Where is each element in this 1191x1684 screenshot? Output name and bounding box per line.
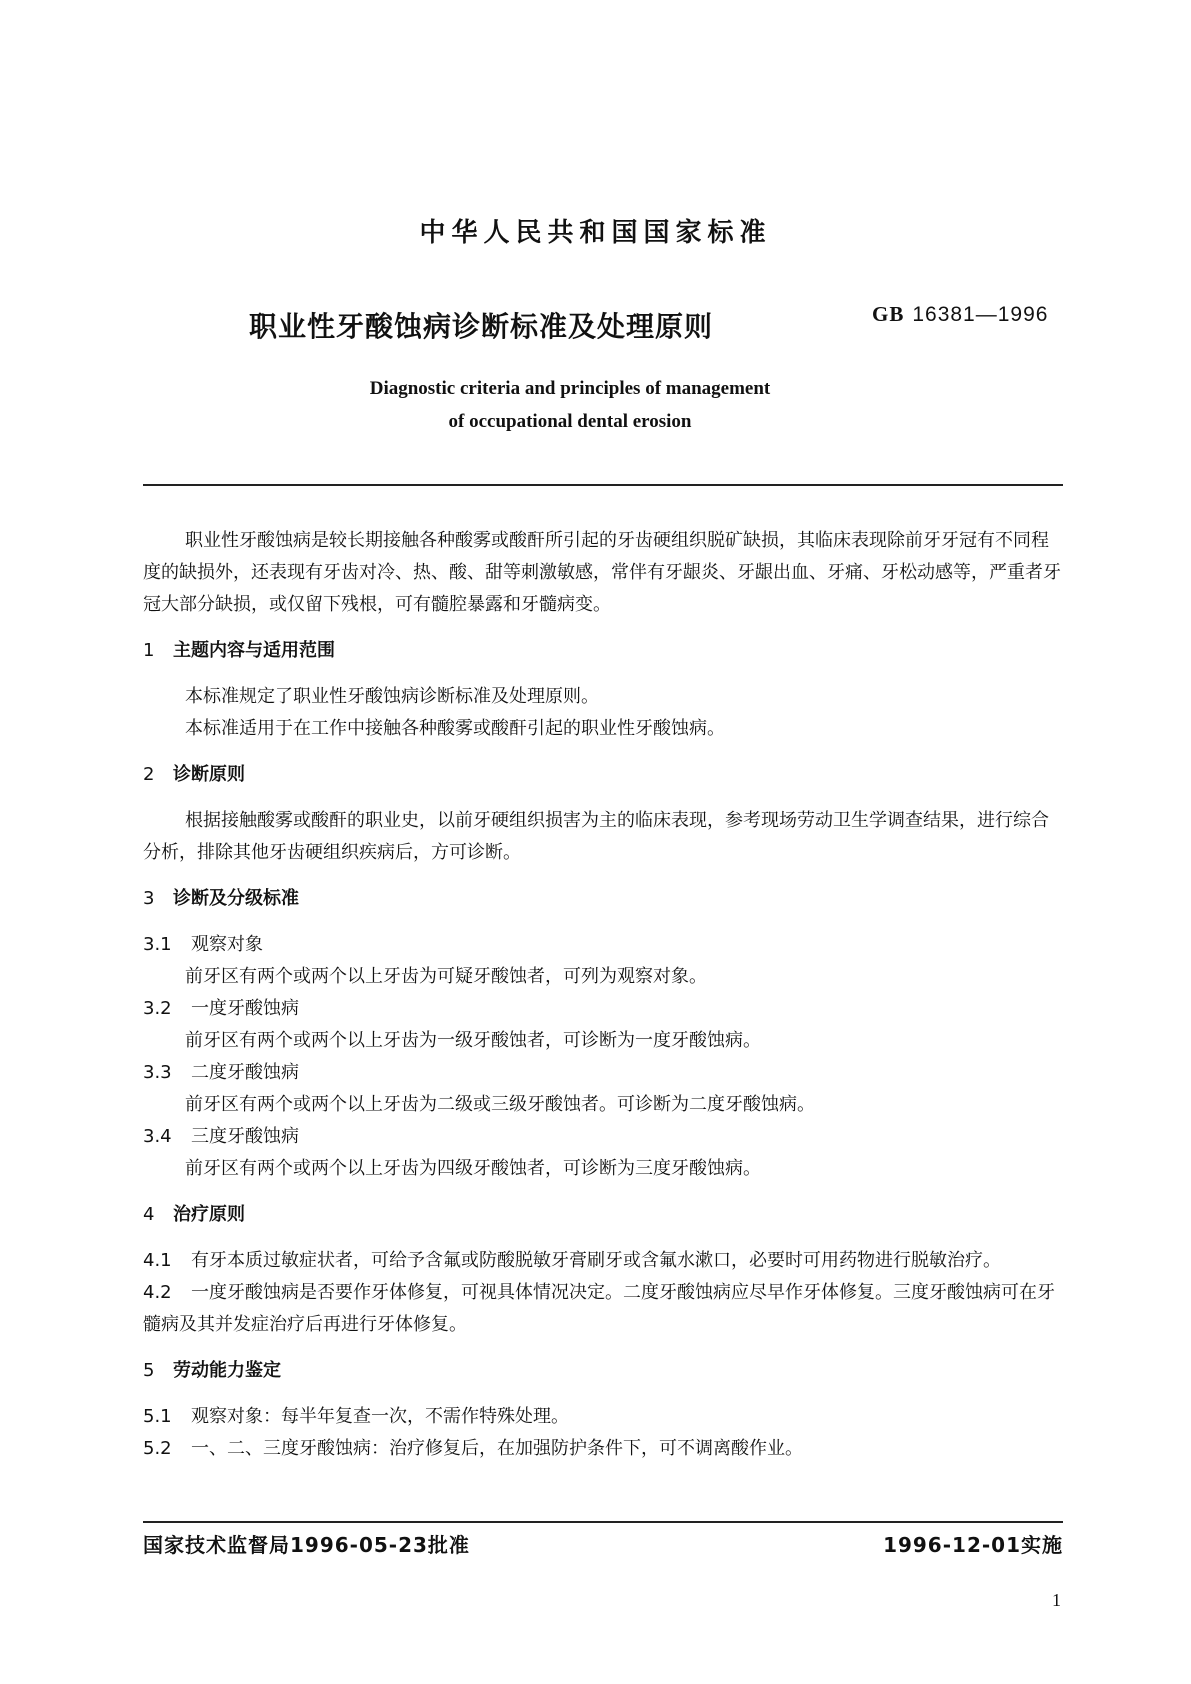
section-title: 劳动能力鉴定 (173, 1360, 281, 1381)
clause-3-4-body: 前牙区有两个或两个以上牙齿为四级牙酸蚀者，可诊断为三度牙酸蚀病。 (185, 1158, 761, 1179)
clause-body: 一度牙酸蚀病是否要作牙体修复，可视具体情况决定。二度牙酸蚀病应尽早作牙体修复。三度牙酸蚀病可在牙髓病及其并发症治疗后再进行牙体修复。 (143, 1282, 1055, 1335)
section-title: 诊断及分级标准 (173, 888, 299, 909)
header-divider (143, 484, 1063, 486)
title-en-line-1: Diagnostic criteria and principles of management (369, 378, 771, 399)
standard-code (872, 302, 1048, 327)
section-number: 5 (143, 1360, 155, 1381)
section-1-para-2: 本标准适用于在工作中接触各种酸雾或酸酐引起的职业性牙酸蚀病。 (185, 718, 725, 739)
clause-4-2 (143, 1277, 1063, 1341)
clause-title: 一度牙酸蚀病 (191, 998, 299, 1019)
clause-number: 3.3 (143, 1062, 172, 1083)
section-4-heading (143, 1199, 1063, 1231)
section-5-heading (143, 1355, 1063, 1387)
clause-4-1 (143, 1245, 1063, 1277)
section-title: 诊断原则 (173, 764, 245, 785)
section-number: 4 (143, 1204, 155, 1225)
clause-3-1-heading (143, 929, 1063, 961)
section-title: 主题内容与适用范围 (173, 640, 335, 661)
section-2-para-1: 根据接触酸雾或酸酐的职业史，以前牙硬组织损害为主的临床表现，参考现场劳动卫生学调查结果，进行综合分析，排除其他牙齿硬组织疾病后，方可诊断。 (143, 810, 1049, 863)
clause-5-1 (143, 1401, 1063, 1433)
clause-3-1-body: 前牙区有两个或两个以上牙齿为可疑牙酸蚀者，可列为观察对象。 (185, 966, 707, 987)
footer-divider (143, 1521, 1063, 1523)
clause-body: 观察对象：每半年复查一次，不需作特殊处理。 (191, 1406, 569, 1427)
section-number: 2 (143, 764, 155, 785)
clause-body: 一、二、三度牙酸蚀病：治疗修复后，在加强防护条件下，可不调离酸作业。 (191, 1438, 803, 1459)
intro-paragraph: 职业性牙酸蚀病是较长期接触各种酸雾或酸酐所引起的牙齿硬组织脱矿缺损，其临床表现除前牙牙冠有不同程度的缺损外，还表现有牙齿对冷、热、酸、甜等刺激敏感，常伴有牙龈炎、牙龈出血、牙痛、牙松动感等，严重者牙冠大部分缺损，或仅留下残根，可有髓腔暴露和牙髓病变。 (143, 530, 1061, 615)
clause-number: 4.2 (143, 1282, 172, 1303)
section-number: 3 (143, 888, 155, 909)
clause-number: 5.1 (143, 1406, 172, 1427)
section-3-heading (143, 883, 1063, 915)
clause-3-2-body: 前牙区有两个或两个以上牙齿为一级牙酸蚀者，可诊断为一度牙酸蚀病。 (185, 1030, 761, 1051)
section-number: 1 (143, 640, 155, 661)
clause-3-4-heading (143, 1121, 1063, 1153)
clause-number: 4.1 (143, 1250, 172, 1271)
page-number: 1 (1052, 1590, 1061, 1610)
clause-body: 有牙本质过敏症状者，可给予含氟或防酸脱敏牙膏刷牙或含氟水漱口，必要时可用药物进行脱敏治疗。 (191, 1250, 1001, 1271)
clause-title: 观察对象 (191, 934, 263, 955)
title-en-line-2: of occupational dental erosion (448, 411, 692, 432)
clause-title: 三度牙酸蚀病 (191, 1126, 299, 1147)
clause-number: 3.1 (143, 934, 172, 955)
document-body (143, 525, 1063, 1465)
approval-statement: 国家技术监督局1996-05-23批准 (143, 1533, 470, 1557)
section-1-heading (143, 635, 1063, 667)
standard-title-cn: 职业性牙酸蚀病诊断标准及处理原则 (249, 310, 714, 343)
clause-title: 二度牙酸蚀病 (191, 1062, 299, 1083)
clause-number: 3.2 (143, 998, 172, 1019)
section-title: 治疗原则 (173, 1204, 245, 1225)
standard-code-number: 16381—1996 (912, 303, 1049, 326)
section-1-para-1: 本标准规定了职业性牙酸蚀病诊断标准及处理原则。 (185, 686, 599, 707)
clause-3-3-heading (143, 1057, 1063, 1089)
clause-number: 5.2 (143, 1438, 172, 1459)
national-standard-title: 中华人民共和国国家标准 (419, 218, 772, 248)
section-2-heading (143, 759, 1063, 791)
standard-title-en (150, 372, 990, 438)
clause-number: 3.4 (143, 1126, 172, 1147)
clause-3-2-heading (143, 993, 1063, 1025)
effective-date: 1996-12-01实施 (883, 1533, 1063, 1557)
clause-5-2 (143, 1433, 1063, 1465)
standard-code-prefix: GB (872, 302, 905, 326)
clause-3-3-body: 前牙区有两个或两个以上牙齿为二级或三级牙酸蚀者。可诊断为二度牙酸蚀病。 (185, 1094, 815, 1115)
